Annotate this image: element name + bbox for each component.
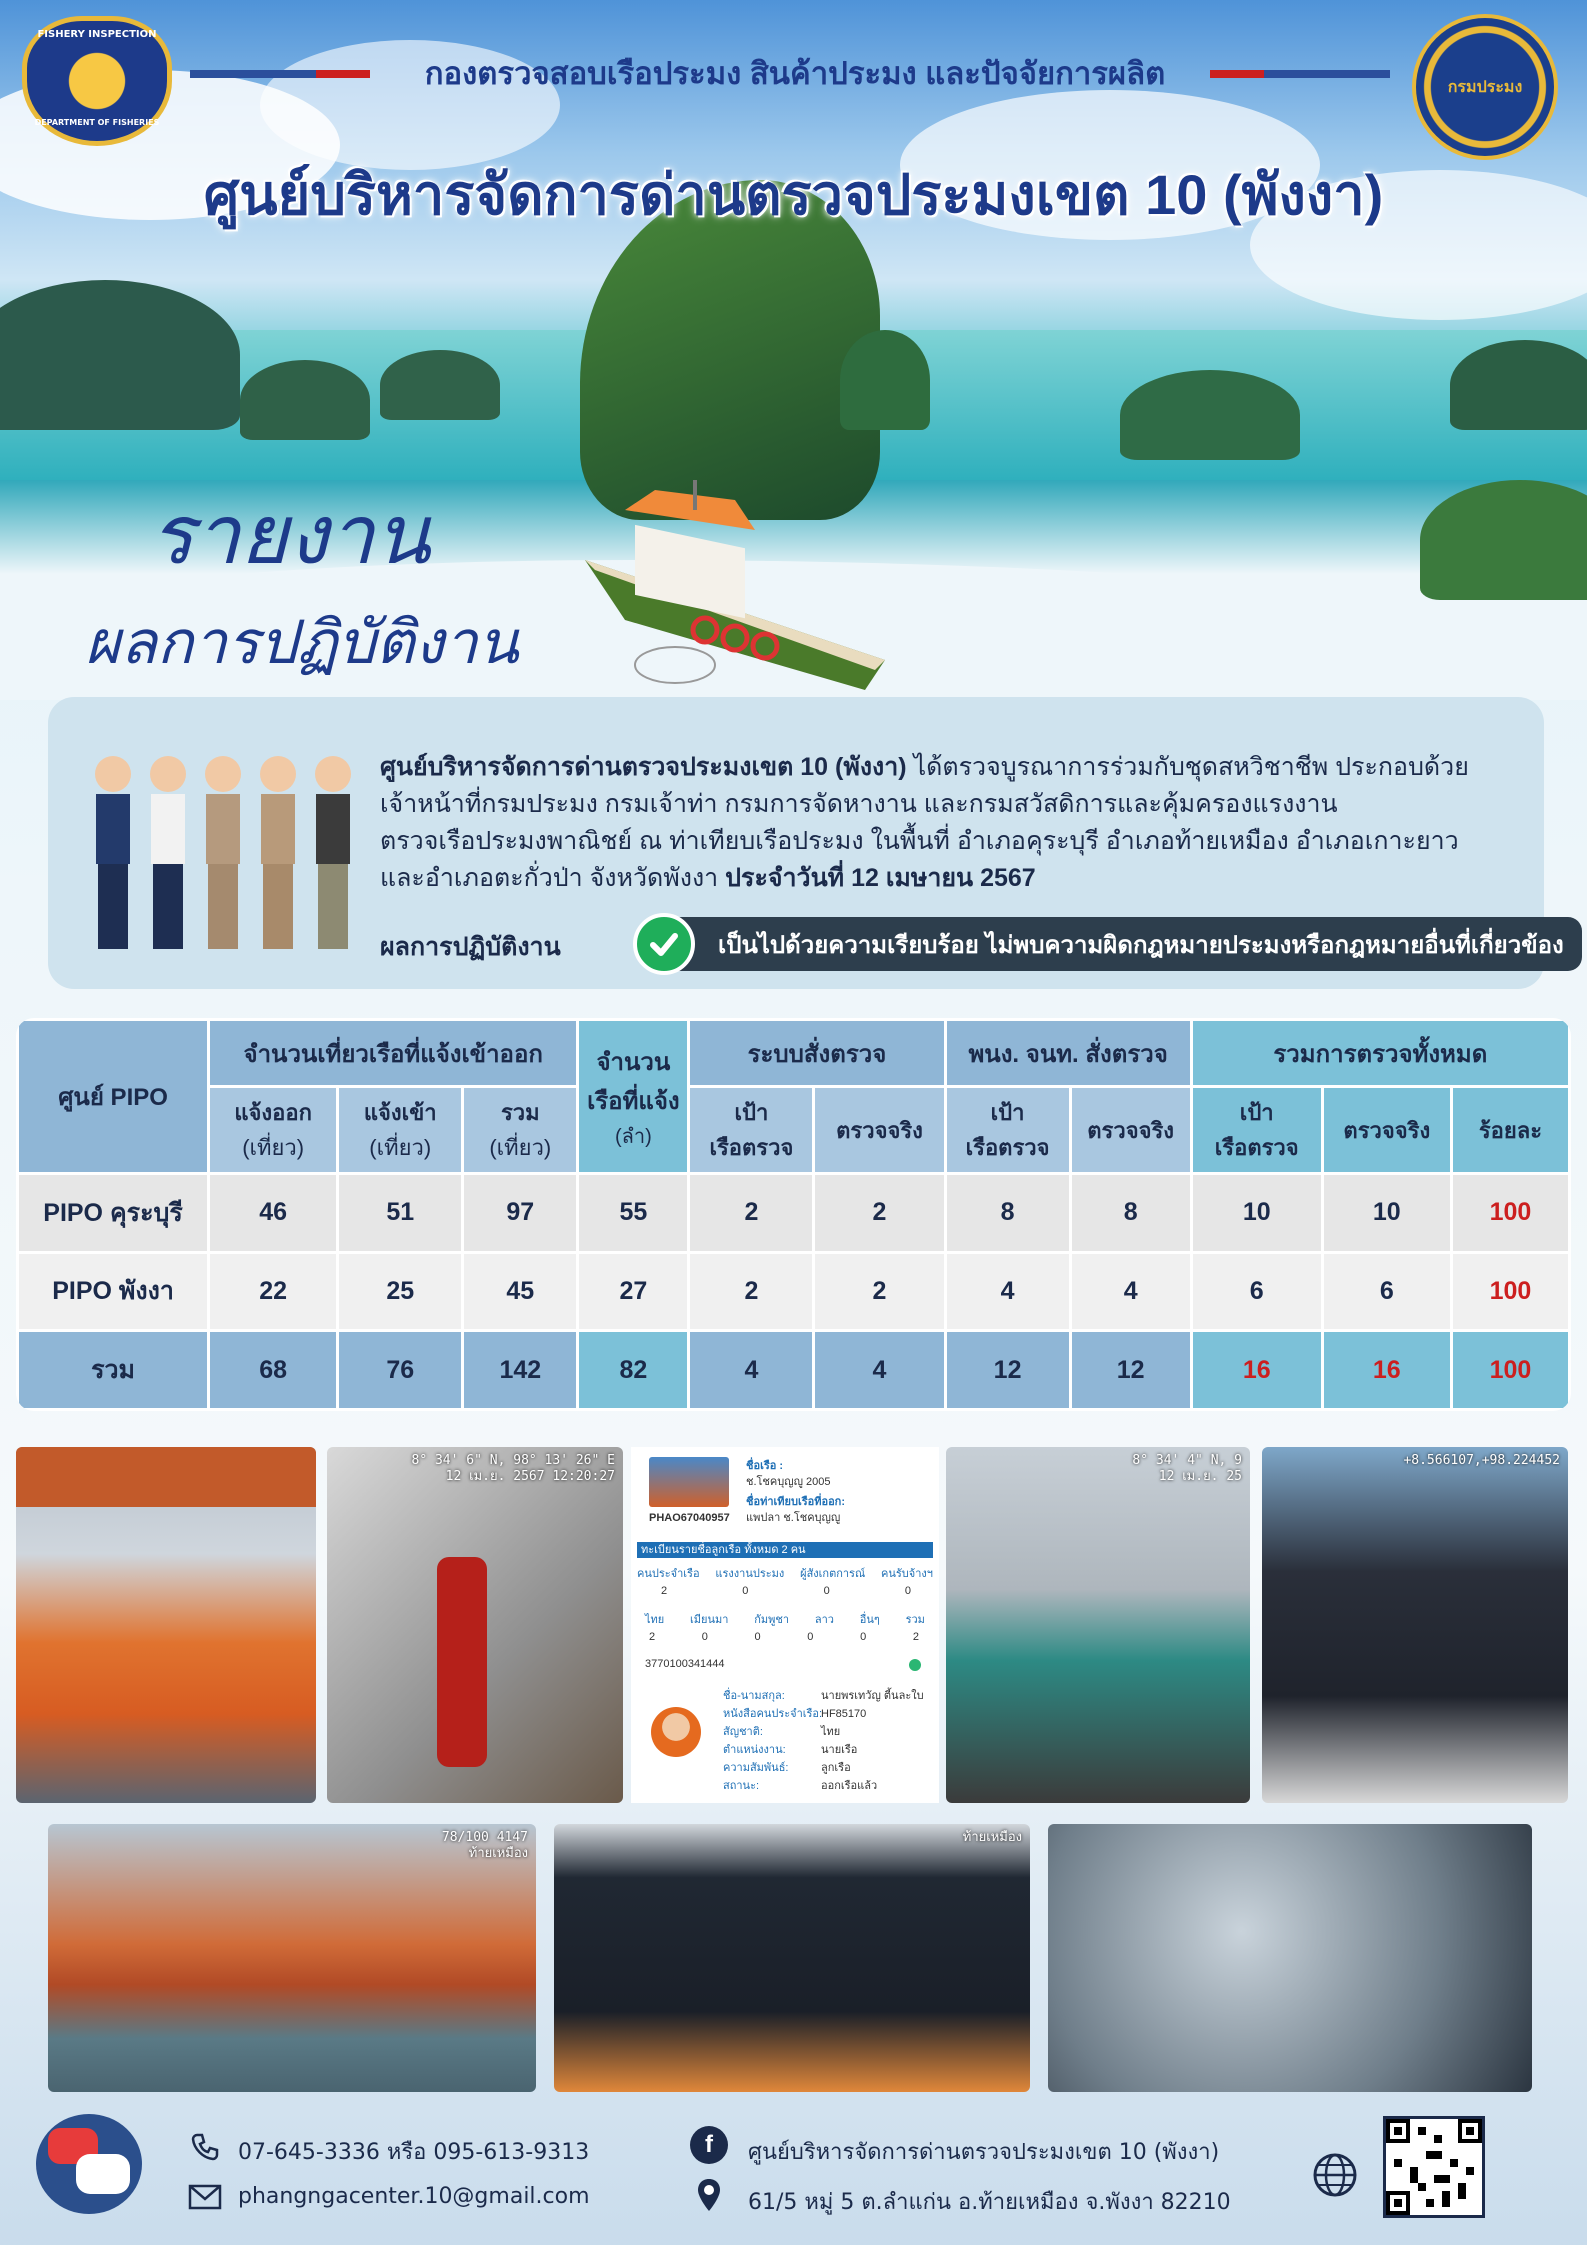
header-sum: รวม (เที่ยว) <box>464 1088 576 1172</box>
info-date: ประจำวันที่ 12 เมษายน 2567 <box>725 864 1036 892</box>
header-officer-target: เป้า เรือตรวจ <box>947 1088 1069 1172</box>
header-total-target: เป้า เรือตรวจ <box>1193 1088 1321 1172</box>
app-port-label: ชื่อท่าเทียบเรือที่ออก: <box>746 1496 845 1508</box>
header-rule-left <box>190 70 370 78</box>
photo-fishing-net <box>554 1824 1030 2092</box>
header-system-actual: ตรวจจริง <box>815 1088 943 1172</box>
photo-fire-extinguisher <box>327 1447 623 1803</box>
info-center-name: ศูนย์บริหารจัดการด่านตรวจประมงเขต 10 (พังงา) <box>380 753 907 781</box>
photo-caption: 8° 34' 6" N, 98° 13' 26" E 12 เม.ย. 2567 12:20:27 <box>411 1453 615 1484</box>
info-description <box>380 749 1510 897</box>
department-of-fisheries-logo: กรมประมง <box>1412 14 1558 160</box>
facebook-page[interactable]: ศูนย์บริหารจัดการด่านตรวจประมงเขต 10 (พังงา) <box>748 2140 1220 2165</box>
header-out: แจ้งออก (เที่ยว) <box>210 1088 336 1172</box>
contact-phone[interactable]: 07-645-3336 หรือ 095-613-9313 <box>238 2140 590 2165</box>
app-boat-label: ชื่อเรือ : <box>746 1460 784 1472</box>
report-heading: รายงาน <box>150 488 431 583</box>
header-total: รวมการตรวจทั้งหมด <box>1193 1021 1568 1085</box>
header-system: ระบบสั่งตรวจ <box>690 1021 943 1085</box>
officers-illustration <box>88 749 368 959</box>
globe-icon[interactable] <box>1310 2150 1360 2200</box>
app-id: PHAO67040957 <box>649 1512 730 1524</box>
photo-crew-lifejackets <box>16 1447 316 1803</box>
photo-caption: 78/100 4147 ท้ายเหมือง <box>441 1830 528 1861</box>
app-id-number: 3770100341444 <box>645 1658 725 1670</box>
report-subheading: ผลการปฏิบัติงาน <box>85 608 519 678</box>
department-title: กองตรวจสอบเรือประมง สินค้าประมง และปัจจัยการผลิต <box>424 56 1166 91</box>
info-line3: ตรวจเรือประมงพาณิชย์ ณ ท่าเทียบเรือประมง ในพื้นที่ อำเภอคุระบุรี อำเภอท้ายเหมือง อำเภอเกาะยาว <box>380 827 1459 855</box>
photo-fishing-boat <box>48 1824 536 2092</box>
header-system-target: เป้า เรือตรวจ <box>690 1088 812 1172</box>
email-icon <box>186 2178 224 2216</box>
photo-caption: ท้ายเหมือง <box>962 1830 1022 1845</box>
app-port-name: แพปลา ช.โชคบุญญู <box>746 1512 841 1524</box>
info-line4: และอำเภอตะกั่วป่า จังหวัดพังงา <box>380 864 726 892</box>
result-pill <box>666 917 1582 971</box>
result-text: เป็นไปด้วยความเรียบร้อย ไม่พบความผิดกฎหมายประมงหรือกฎหมายอื่นที่เกี่ยวข้อง <box>718 931 1564 959</box>
header-trips: จำนวนเที่ยวเรือที่แจ้งเข้าออก <box>210 1021 576 1085</box>
header-center: ศูนย์ PIPO <box>19 1021 207 1172</box>
fishing-boat-illustration <box>565 470 905 700</box>
qr-code[interactable] <box>1383 2116 1485 2218</box>
contact-address: 61/5 หมู่ 5 ต.ลำแก่น อ.ท้ายเหมือง จ.พังงา 82210 <box>748 2190 1231 2215</box>
header-officer-actual: ตรวจจริง <box>1072 1088 1190 1172</box>
center-title: ศูนย์บริหารจัดการด่านตรวจประมงเขต 10 (พังงา) <box>203 163 1384 226</box>
header-percent: ร้อยละ <box>1453 1088 1568 1172</box>
info-line2: เจ้าหน้าที่กรมประมง กรมเจ้าท่า กรมการจัดหางาน และกรมสวัสดิการและคุ้มครองแรงงาน <box>380 790 1338 818</box>
photo-fish-catch <box>1048 1824 1532 2092</box>
pipo-summary-table <box>16 1018 1571 1411</box>
header-rule-right <box>1210 70 1390 78</box>
app-crew-bar: ทะเบียนรายชื่อลูกเรือ ทั้งหมด 2 คน <box>637 1542 933 1558</box>
verified-icon <box>909 1659 921 1671</box>
header-total-actual: ตรวจจริง <box>1324 1088 1450 1172</box>
phone-icon <box>186 2128 224 2166</box>
header-officer: พนง. จนท. สั่งตรวจ <box>947 1021 1190 1085</box>
table-row-total: รวม 68 76 142 82 4 4 12 12 16 16 100 <box>19 1332 1568 1408</box>
photo-document-check <box>1262 1447 1568 1803</box>
info-line1: ได้ตรวจบูรณาการร่วมกับชุดสหวิชาชีพ ประกอบด้วย <box>906 753 1469 781</box>
table-row: PIPO คุระบุรี 46 51 97 55 2 2 8 8 10 10 100 <box>19 1175 1568 1251</box>
info-panel <box>48 697 1564 989</box>
result-label: ผลการปฏิบัติงาน <box>380 933 561 961</box>
header-boats: จำนวน เรือที่แจ้ง (ลำ) <box>579 1021 687 1172</box>
facebook-icon: f <box>690 2126 728 2164</box>
crew-avatar <box>651 1707 701 1757</box>
app-boat-name: ช.โชคบุญญู 2005 <box>746 1476 831 1488</box>
chat-icon <box>36 2114 142 2214</box>
photo-caption: +8.566107,+98.224452 <box>1403 1453 1560 1468</box>
table-row: PIPO พังงา 22 25 45 27 2 2 4 4 6 6 100 <box>19 1254 1568 1330</box>
check-icon <box>633 913 695 975</box>
location-pin-icon <box>690 2176 728 2214</box>
contact-email[interactable]: phangngacenter.10@gmail.com <box>238 2184 590 2209</box>
crew-registration-card: PHAO67040957 ชื่อเรือ : ช.โชคบุญญู 2005 ชื่อท่าเทียบเรือที่ออก: แพปลา ช.โชคบุญญู ทะเบียนรายชื่อลูกเรือ ทั้งหมด 2 คน คนประจำเรือ แรงงานประมง ผู้สังเกตการณ์ คนรับจ้างฯ 2 0 0 0 ไทย เมียนมา กัมพูชา ลาว อื่นๆ รวม 2 0 0 0 0 2 3770100341444 ชื่อ-นามสกุล: หนังสือคนประจำเรือ: สัญชาติ: ตำแหน่งงาน: ความสัมพันธ์: สถานะ: นายพรเทวัญ ตี้นละใบ HF85170 ไทย นายเรือ ลูกเรือ ออกเรือแล้ว <box>631 1447 939 1803</box>
photo-inspection-dock <box>946 1447 1250 1803</box>
photo-caption: 8° 34' 4" N, 9 12 เม.ย. 25 <box>1132 1453 1242 1484</box>
fishery-inspection-logo: FISHERY INSPECTION DEPARTMENT OF FISHERIES <box>22 16 172 146</box>
header-in: แจ้งเข้า (เที่ยว) <box>339 1088 461 1172</box>
